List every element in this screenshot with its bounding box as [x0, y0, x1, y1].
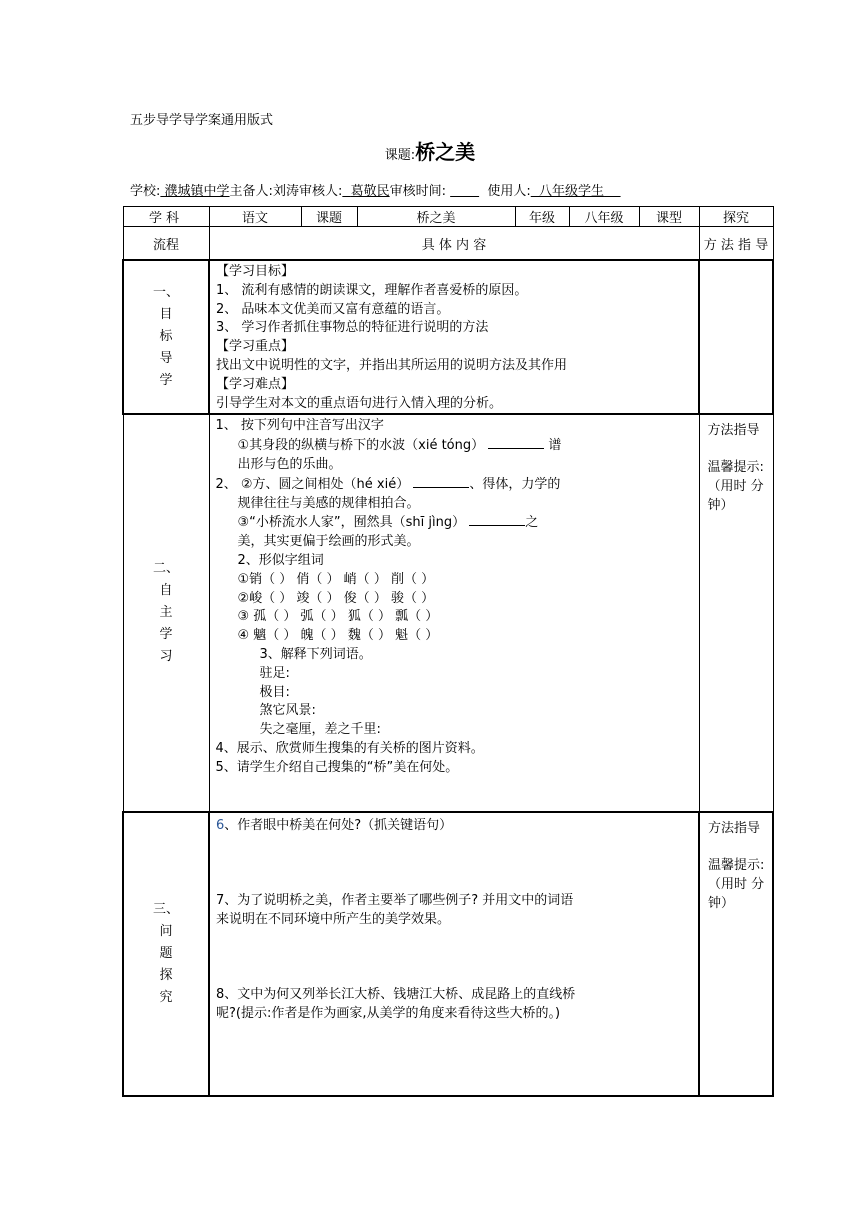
type-value: 探究 [699, 207, 773, 227]
process-header: 流程 [123, 227, 209, 261]
time-note: （用时 分钟） [708, 877, 765, 912]
review-time-value [450, 184, 479, 199]
grade-value: 八年级 [569, 207, 639, 227]
title-value: 桥之美 [415, 140, 476, 164]
goals-content: 【学习目标】 1、 流利有感情的朗读课文，理解作者喜爱桥的原因。 2、 品味本文优美而又富有意蕴的语言。 3、 学习作者抓住事物总的特征进行说明的方法 【学习重点】 找出文中说明性的文字，并指出其所运用的说明方法及其作用 【学习难点】 引导学生对本文的重点语句进行入情入理的分析。 [209, 260, 699, 414]
type-label: 课型 [639, 207, 699, 227]
self-study-method [699, 414, 773, 812]
table-row-meta [123, 207, 773, 227]
user-value: 八年级学生 [539, 184, 605, 199]
topic-label: 课题 [301, 207, 357, 227]
stage-inquiry: 三、 问 题 探 究 [123, 812, 209, 1096]
table-row-header [123, 227, 773, 261]
info-line [130, 180, 621, 199]
stage-self-study: 二、 自 主 学 习 [123, 414, 209, 812]
header-note: 五步导学导学案通用版式 [130, 113, 274, 128]
preparer-label: 主备人: [229, 184, 273, 199]
section-self-study [123, 414, 773, 812]
content-header: 具 体 内 容 [209, 227, 699, 261]
title-label: 课题: [384, 148, 416, 163]
method-header: 方 法 指 导 [699, 227, 773, 261]
user-label: 使用人: [487, 184, 531, 199]
lesson-table [122, 206, 774, 1097]
page-title [0, 136, 860, 165]
method-tip-title: 方法指导 [707, 423, 760, 439]
school-value: 濮城镇中学 [164, 184, 230, 199]
inquiry-content: 6、作者眼中桥美在何处?（抓关键语句） 7、为了说明桥之美，作者主要举了哪些例子? 并用文中的词语 来说明在不同环境中所产生的美学效果。 8、文中为何又列举长江大桥、钱塘江大桥、成昆路上的直线桥 呢?(提示:作者是作为画家,从美学的角度来看待这些大桥的。) [209, 812, 699, 1096]
inquiry-method [699, 812, 773, 1096]
reviewer-label: 审核人: [298, 184, 343, 199]
reviewer-value: 葛敬民 [350, 184, 390, 199]
stage-goals: 一、 目 标 导 学 [123, 260, 209, 414]
warm-tip-label: 温馨提示: [707, 460, 764, 476]
review-time-label: 审核时间: [389, 184, 447, 199]
subject-value: 语文 [209, 207, 301, 227]
preparer-value: 刘涛 [272, 184, 299, 199]
self-study-content: 1、 按下列句中注音写出汉字 ①其身段的纵横与桥下的水波（xié tóng） 谱 出形与色的乐曲。 2、 ②方、圆之间相处（hé xié） 、得体，力学的 规律往往与美感的规律相拍合。 ③“小桥流水人家”，囿然具（shī jìng） 之 美，其实更偏于绘画的形式美。 2、形似字组词 ①销（ ） 俏（ ） 峭（ ） 削（ ） ②峻（ ） 竣（ ） 俊（ ） 骏（ ） ③ 孤（ ） 弧（ ） 狐（ ） 瓢（ ） ④ 魑（ ） 魄（ ） 魏（ ） 魁（ ） 3、解释下列词语。 驻足: 极目: 煞它风景: 失之毫厘，差之千里: 4、展示、欣赏师生搜集的有关桥的图片资料。 5、请学生介绍自己搜集的“桥”美在何处。 [209, 414, 699, 812]
time-note: （用时 分钟） [707, 479, 764, 514]
school-label: 学校: [130, 184, 161, 199]
section-goals [123, 260, 773, 414]
warm-tip-label: 温馨提示: [708, 858, 765, 874]
grade-label: 年级 [515, 207, 569, 227]
method-tip-title: 方法指导 [708, 821, 761, 837]
topic-value: 桥之美 [357, 207, 515, 227]
subject-label: 学科 [123, 207, 209, 227]
section-inquiry [123, 812, 773, 1096]
goals-method [699, 260, 773, 414]
